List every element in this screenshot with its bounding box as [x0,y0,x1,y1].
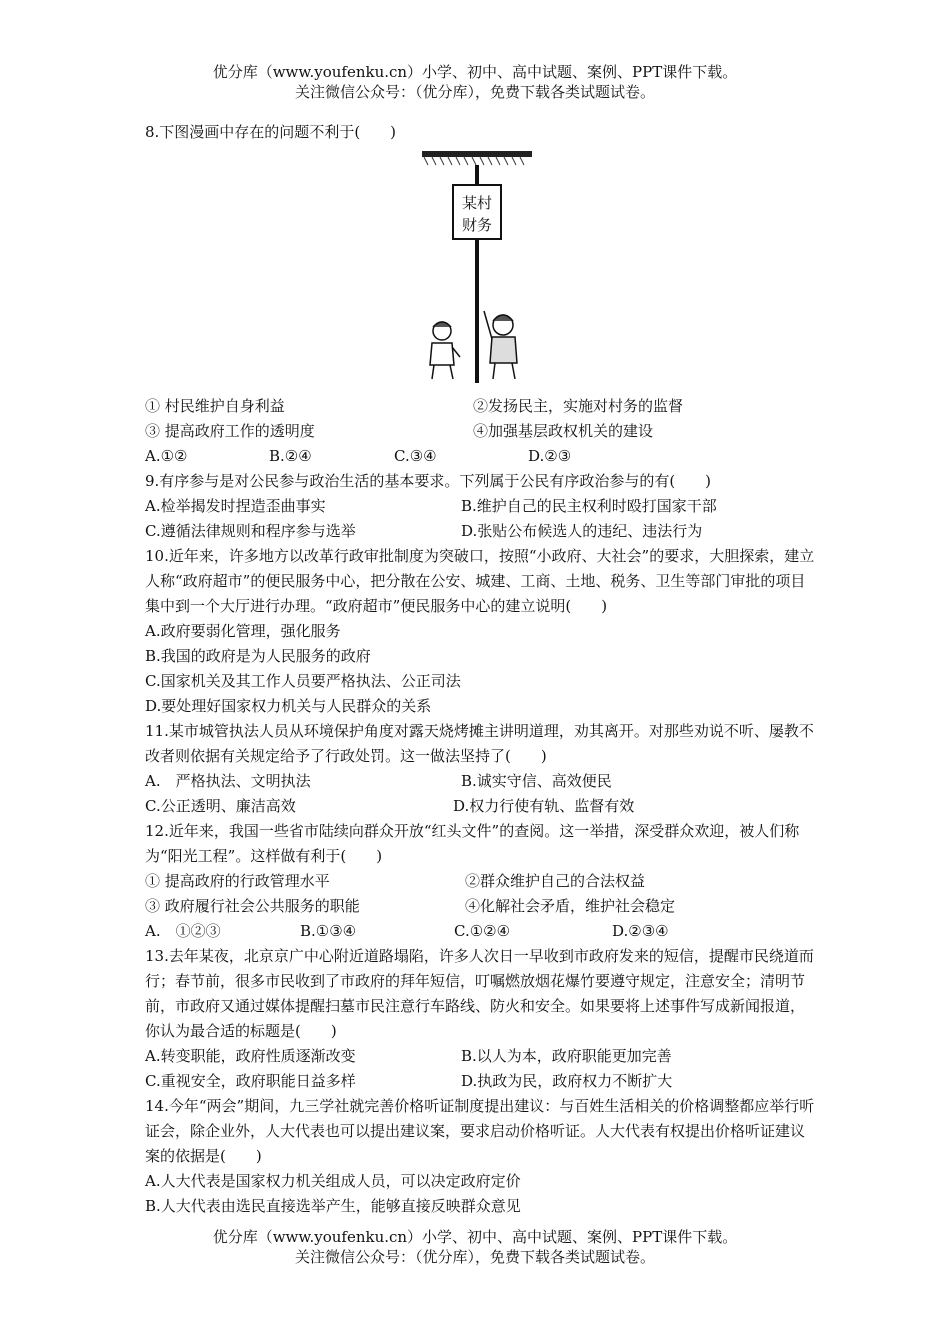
q9-stem: 9.有序参与是对公民参与政治生活的基本要求。下列属于公民有序政治参与的有( ) [145,472,712,490]
q10-option-a[interactable]: A.政府要弱化管理，强化服务 [145,622,341,640]
footer-line-2: 关注微信公众号：（优分库），免费下载各类试题试卷。 [294,1248,655,1266]
question-content [145,120,815,1219]
q8-stem: 8.下图漫画中存在的问题不利于( ) [145,123,397,141]
q8-statement-4: ④加强基层政权机关的建设 [473,422,654,440]
q13-option-c[interactable]: C.重视安全，政府职能日益多样 [145,1072,356,1090]
page-footer [0,1227,950,1267]
q12-statement-1: ① 提高政府的行政管理水平 [145,872,330,890]
q9-options-row1 [145,494,815,519]
header-line-1: 优分库（www.youfenku.cn）小学、初中、高中试题、案例、PPT课件下载。 [212,63,738,81]
q13-option-d[interactable]: D.执政为民，政府权力不断扩大 [461,1072,673,1090]
q11-option-a[interactable]: A. 严格执法、文明执法 [145,772,311,790]
villager-left [430,322,460,379]
q8-option-b[interactable]: B.②④ [269,447,312,465]
q12-option-a[interactable]: A. ①②③ [145,922,221,940]
q8-options [145,444,815,469]
q11-options-row2 [145,794,815,819]
q10-option-d[interactable]: D.要处理好国家权力机关与人民群众的关系 [145,697,432,715]
footer-line-1: 优分库（www.youfenku.cn）小学、初中、高中试题、案例、PPT课件下载。 [212,1228,738,1246]
q10-option-b[interactable]: B.我国的政府是为人民服务的政府 [145,647,371,665]
q12-statements-row1 [145,869,815,894]
q8-statement-1: ① 村民维护自身利益 [145,397,285,415]
ceiling-bar [422,151,532,157]
q9-option-c[interactable]: C.遵循法律规则和程序参与选举 [145,522,356,540]
sign-text-1: 某村 [461,194,493,212]
q8-statements-row1 [145,394,815,419]
sign-text-2: 财务 [461,216,493,234]
q12-option-d[interactable]: D.②③④ [612,922,669,940]
q8-statement-2: ②发扬民主，实施对村务的监督 [473,397,684,415]
q8-option-a[interactable]: A.①② [145,447,188,465]
q12-statement-4: ④化解社会矛盾，维护社会稳定 [465,897,676,915]
q13-options-row2 [145,1069,815,1094]
q8-statements-row2 [145,419,815,444]
villager-right [484,311,517,379]
q13-stem: 13.去年某夜，北京京广中心附近道路塌陷，许多人次日一早收到市政府发来的短信，提醒市民绕道而行；春节前，很多市民收到了市政府的拜年短信，叮嘱燃放烟花爆竹要遵守规定，注意安全；清明节前，市政府又通过媒体提醒扫墓市民注意行车路线、防火和安全。如果要将上述事件写成新闻报道，你认为最合适的标题是( ) [145,947,814,1040]
q8-cartoon [145,151,815,386]
q11-option-c[interactable]: C.公正透明、廉洁高效 [145,797,296,815]
q10-option-c[interactable]: C.国家机关及其工作人员要严格执法、公正司法 [145,672,461,690]
q8-option-c[interactable]: C.③④ [394,447,437,465]
q12-options [145,919,815,944]
q8-statement-3: ③ 提高政府工作的透明度 [145,422,315,440]
q14-option-b[interactable]: B.人大代表由选民直接选举产生，能够直接反映群众意见 [145,1197,521,1215]
q9-option-a[interactable]: A.检举揭发时捏造歪曲事实 [145,497,326,515]
q11-option-b[interactable]: B.诚实守信、高效便民 [461,772,612,790]
header-line-2: 关注微信公众号：（优分库），免费下载各类试题试卷。 [294,83,655,101]
q9-option-d[interactable]: D.张贴公布候选人的违纪、违法行为 [461,522,703,540]
q12-statements-row2 [145,894,815,919]
q12-statement-2: ②群众维护自己的合法权益 [465,872,646,890]
q9-option-b[interactable]: B.维护自己的民主权利时殴打国家干部 [461,497,717,515]
q12-statement-3: ③ 政府履行社会公共服务的职能 [145,897,360,915]
page-header [0,62,950,102]
q11-option-d[interactable]: D.权力行使有轨、监督有效 [453,797,635,815]
ceiling-hatch [424,157,524,165]
q13-option-a[interactable]: A.转变职能，政府性质逐渐改变 [145,1047,356,1065]
q9-options-row2 [145,519,815,544]
q12-option-c[interactable]: C.①②④ [454,922,511,940]
q14-stem: 14.今年“两会”期间，九三学社就完善价格听证制度提出建议：与百姓生活相关的价格调整都应举行听证会，除企业外，人大代表也可以提出建议案，要求启动价格听证。人大代表有权提出价格听证建议案的依据是( ) [145,1097,815,1165]
q12-option-b[interactable]: B.①③④ [300,922,357,940]
q10-stem: 10.近年来，许多地方以改革行政审批制度为突破口，按照“小政府、大社会”的要求，大胆探索，建立人称“政府超市”的便民服务中心，把分散在公安、城建、工商、土地、税务、卫生等部门审批的项目集中到一个大厅进行办理。“政府超市”便民服务中心的建立说明( ) [145,547,815,615]
q12-stem: 12.近年来，我国一些省市陆续向群众开放“红头文件”的查阅。这一举措，深受群众欢迎，被人们称为“阳光工程”。这样做有利于( ) [145,822,800,865]
q11-stem: 11.某市城管执法人员从环境保护角度对露天烧烤摊主讲明道理，劝其离开。对那些劝说不听、屡教不改者则依据有关规定给予了行政处罚。这一做法坚持了( ) [145,722,814,765]
q8-option-d[interactable]: D.②③ [528,447,572,465]
q13-option-b[interactable]: B.以人为本，政府职能更加完善 [461,1047,672,1065]
q13-options-row1 [145,1044,815,1069]
cartoon-image [420,151,535,386]
q11-options-row1 [145,769,815,794]
q14-option-a[interactable]: A.人大代表是国家权力机关组成人员，可以决定政府定价 [145,1172,521,1190]
